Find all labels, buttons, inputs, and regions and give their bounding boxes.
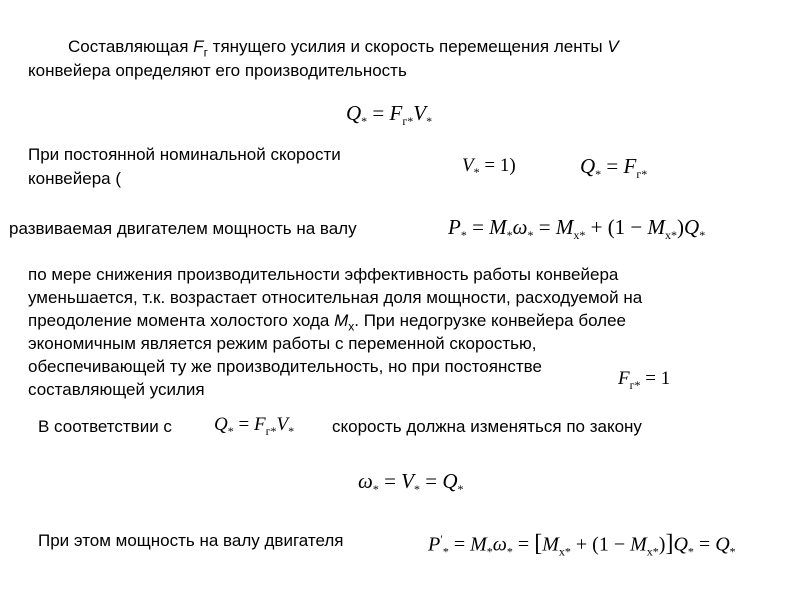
fp-eq-2: = (517, 533, 530, 556)
ac-f-sub (266, 424, 277, 438)
formula-eq: = (372, 101, 385, 125)
law-eq-2: = (425, 469, 438, 493)
law-v: V (401, 469, 414, 493)
fp-mx: M (542, 533, 559, 556)
fp-star-6: * (687, 544, 694, 559)
fp-mx-sub (559, 545, 571, 559)
ac-q: Q (214, 414, 228, 435)
fp-close: ) (658, 533, 666, 556)
pw-star-6: * (699, 228, 706, 243)
pw-m: M (489, 215, 507, 239)
pw-star-3: * (527, 228, 534, 243)
fp-bracket-open: [ (534, 530, 543, 557)
intro-text-pre: Составляющая (68, 37, 194, 56)
pw-q: Q (684, 215, 700, 239)
paragraph-line-3-pre: преодоление момента холостого хода (28, 311, 335, 330)
fp-x-sub-2: x (646, 544, 653, 559)
paragraph-line-4: экономичным является режим работы с переменной скоростью, (28, 334, 537, 353)
pw-x-sub-2: x (665, 228, 672, 243)
condition-v-equals-1 (462, 153, 516, 185)
fp-prime: ′ (440, 532, 443, 546)
symbol-V: V (607, 37, 619, 56)
cond-v: V (462, 155, 474, 176)
res-eq: = (606, 154, 619, 178)
fp-omega: ω (492, 533, 507, 556)
res-sub-g: г (636, 167, 642, 182)
fp-mx2-sub (647, 545, 659, 559)
fp-x-sub: x (558, 544, 565, 559)
ac-star-1: * (227, 423, 234, 438)
pw-omega: ω (512, 215, 528, 239)
paragraph-line-6: составляющей усилия (28, 380, 205, 399)
ac-eq: = (238, 414, 250, 435)
pw-one-minus: (1 − (607, 215, 648, 239)
cond-star: * (473, 164, 480, 179)
pw-eq-1: = (472, 215, 484, 239)
ac-sub-g: г (265, 423, 271, 438)
pw-star-1: * (460, 228, 467, 243)
symbol-F: F (193, 37, 204, 56)
paragraph-line-2: уменьшается, т.к. возрастает относительная доля мощности, расходуемой на (28, 288, 643, 307)
law-omega: ω (358, 469, 373, 493)
formula-final-power (428, 526, 736, 565)
fp-eq-3: = (698, 533, 711, 556)
formula-f-sub (402, 114, 413, 128)
cf-star: * (634, 377, 641, 392)
constant-speed-line-1: При постоянной номинальной скорости (28, 145, 341, 164)
ac-star-2: * (270, 423, 277, 438)
pw-x-sub: x (573, 228, 580, 243)
fp-star-2: * (486, 544, 493, 559)
intro-line-2: конвейера определяют его производительность (28, 61, 407, 80)
formula-power (448, 214, 705, 248)
fp-star-7: * (729, 544, 736, 559)
pw-mx2-sub (665, 228, 677, 242)
res-q: Q (580, 154, 596, 178)
power-label: развиваемая двигателем мощность на валу (9, 219, 357, 238)
pw-star-4: * (579, 228, 586, 243)
pw-p: P (448, 215, 461, 239)
fp-star-3: * (506, 544, 513, 559)
formula-q: Q (346, 101, 362, 125)
formula-f: F (389, 101, 403, 125)
res-star: * (595, 167, 602, 182)
pw-star-5: * (671, 228, 678, 243)
formula-star: * (361, 114, 368, 129)
fp-one-minus: (1 − (592, 533, 631, 556)
accordance-post: скорость должна изменяться по закону (332, 417, 642, 436)
pw-plus: + (590, 215, 603, 239)
formula-accordance (214, 412, 294, 444)
cond-rest: = 1) (484, 155, 516, 176)
subscript-g: г (203, 45, 208, 60)
formula-star-2: * (407, 114, 414, 129)
constant-speed-line-2: конвейера ( (28, 169, 122, 188)
law-star-3: * (457, 482, 464, 497)
fp-bracket-close: ] (665, 530, 674, 557)
formula-law (358, 468, 464, 502)
fp-q: Q (673, 533, 688, 556)
fp-m: M (470, 533, 487, 556)
cf-sub-g: г (629, 377, 635, 392)
law-star-1: * (372, 482, 379, 497)
formula-v: V (413, 101, 427, 125)
paragraph-line-3-post: . При недогрузке конвейера более (354, 311, 626, 330)
pw-eq-2: = (538, 215, 551, 239)
pw-mx-sub (573, 228, 585, 242)
fp-eq-1: = (453, 533, 466, 556)
ac-star-3: * (288, 423, 295, 438)
fp-star-4: * (564, 544, 571, 559)
paragraph-line-5: обеспечивающей ту же производительность, но при постоянстве (28, 357, 542, 376)
ac-f: F (253, 414, 266, 435)
cf-f: F (618, 368, 630, 389)
cf-rest: = 1 (645, 368, 671, 389)
symbol-M: M (334, 311, 349, 330)
formula-q-equals-f (580, 153, 647, 187)
intro-text-mid: тянущего усилия и скорость перемещения ленты (207, 37, 608, 56)
res-star-2: * (641, 167, 648, 182)
fp-p: P (428, 533, 441, 556)
fp-mx-2: M (630, 533, 647, 556)
formula-productivity (346, 100, 432, 134)
law-star-2: * (414, 482, 420, 497)
fp-star-5: * (652, 544, 659, 559)
final-label: При этом мощность на валу двигателя (38, 531, 344, 550)
formula-star-3: * (426, 114, 433, 129)
subscript-x: х (348, 319, 355, 334)
ac-v: V (276, 414, 289, 435)
pw-mx: M (555, 215, 574, 239)
paragraph-line-1: по мере снижения производительности эффективность работы конвейера (28, 265, 619, 284)
law-eq-1: = (384, 469, 396, 493)
fp-plus: + (575, 533, 588, 556)
pw-star-2: * (506, 228, 513, 243)
res-f-sub (636, 167, 647, 181)
condition-f-equals-1 (618, 366, 670, 398)
accordance-pre: В соответствии с (38, 417, 172, 436)
fp-q-2: Q (715, 533, 730, 556)
cf-sub (630, 378, 641, 392)
fp-star-1: * (442, 544, 449, 559)
res-f: F (623, 154, 637, 178)
pw-mx-2: M (647, 215, 666, 239)
pw-close: ) (677, 215, 685, 239)
law-q: Q (442, 469, 458, 493)
formula-sub-g: г (402, 114, 408, 129)
